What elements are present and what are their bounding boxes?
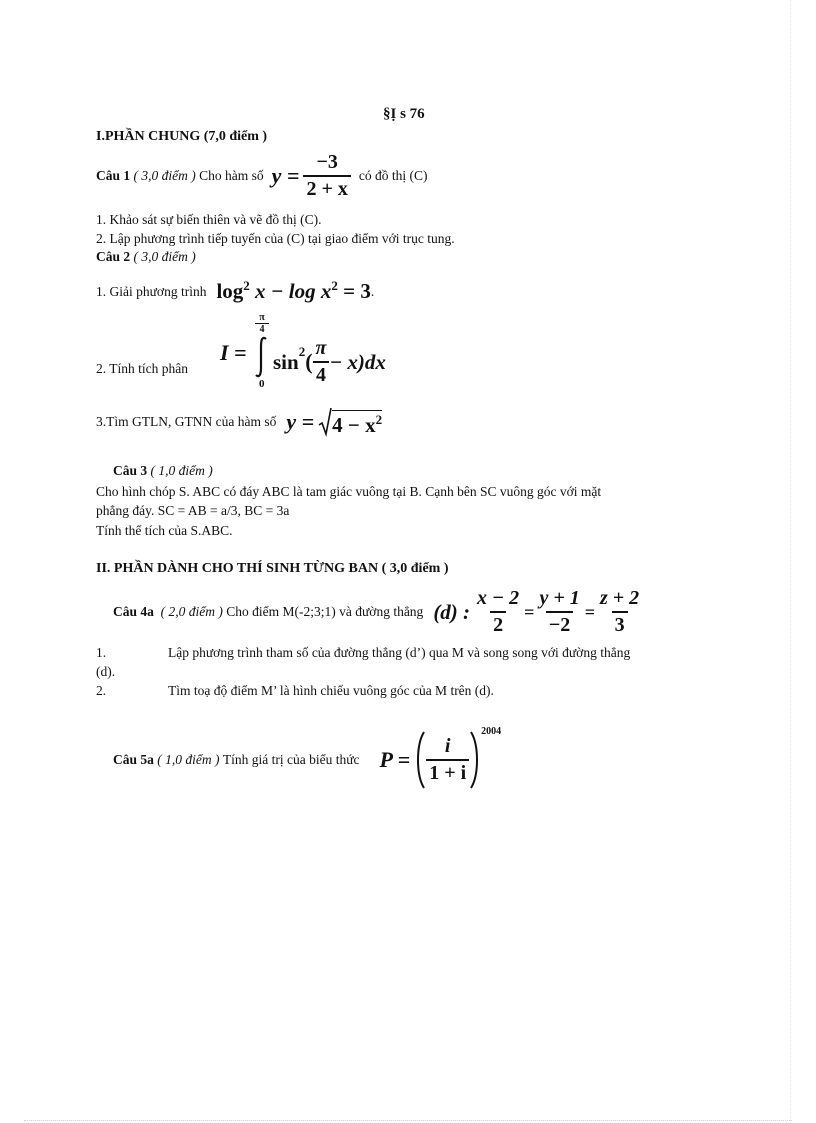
question-5a [113, 728, 501, 792]
line-fraction-2-den: −2 [546, 611, 573, 637]
question-1 [96, 150, 427, 202]
question-4a-item-1-number: 1. [96, 645, 107, 660]
question-4a-item-2-number: 2. [96, 683, 107, 698]
page-edge-bottom [24, 1120, 792, 1121]
question-5a-label: Câu 5a [113, 752, 154, 767]
line-fraction-1 [474, 587, 522, 637]
integral-lower-limit: 0 [259, 378, 265, 390]
radicand-sup: 2 [375, 411, 383, 427]
line-fraction-1-num: x − 2 [477, 587, 520, 609]
question-2 [96, 249, 196, 265]
sqrt-icon [318, 407, 332, 437]
line-fraction-2-num: y + 1 [539, 587, 580, 609]
integrand-fraction-num: π [315, 337, 327, 359]
line-eq-2: = [584, 601, 595, 622]
power-lhs: P = [379, 747, 411, 772]
question-1-text: Cho hàm số [199, 168, 264, 183]
left-paren-icon [414, 730, 426, 790]
log-word: log [216, 279, 244, 303]
line-d-label: (d) : [433, 599, 471, 624]
line-fraction-3-den: 3 [612, 611, 628, 637]
question-4a [113, 584, 642, 640]
question-2-item-1-text: 1. Giải phương trình [96, 284, 207, 299]
question-2-item-1 [96, 274, 374, 304]
question-5a-points: ( 1,0 điểm ) [157, 752, 220, 767]
part2-heading: II. PHẦN DÀNH CHO THÍ SINH TỪNG BAN ( 3,0 điểm ) [96, 561, 449, 576]
question-1-text-after: có đồ thị (C) [358, 168, 428, 183]
question-2-points: ( 3,0 điểm ) [133, 249, 196, 264]
integral-lhs: I = [220, 340, 247, 365]
question-3-line-1: Cho hình chóp S. ABC có đáy ABC là tam giác vuông tại B. Cạnh bên SC vuông góc với mặt [96, 484, 602, 499]
question-4a-label: Câu 4a [113, 604, 154, 619]
log-equation [216, 278, 370, 304]
question-3-points: ( 1,0 điểm ) [150, 463, 213, 478]
integrand [273, 336, 386, 388]
integral-sign-icon [253, 336, 271, 378]
question-1-item-1: 1. Khảo sát sự biến thiên và vẽ đồ thị (C). [96, 212, 322, 227]
integrand-sup: 2 [298, 344, 306, 359]
log-sup-2: 2 [331, 278, 338, 293]
question-3-line-3: Tính thể tích của S.ABC. [96, 523, 233, 538]
power-exponent: 2004 [481, 726, 502, 737]
question-4a-text: Cho điểm M(-2;3;1) và đường thẳng [226, 604, 424, 619]
question-4a-item-1-text: Lập phương trình tham số của đường thẳng (d’) qua M và song song với đường thẳng [168, 645, 631, 660]
question-1-points: ( 3,0 điểm ) [133, 168, 196, 183]
power-fraction-num: i [444, 735, 451, 757]
question-1-item-2: 2. Lập phương trình tiếp tuyến của (C) tại giao điểm với trục tung. [96, 231, 455, 246]
log-dot: . [370, 284, 375, 299]
integrand-rest: − x)dx [329, 349, 386, 374]
integral-upper-limit [255, 312, 269, 335]
question-1-fraction-den: 2 + x [303, 175, 350, 201]
line-fraction-2 [536, 587, 582, 637]
upper-limit-den: 4 [255, 323, 269, 335]
question-5a-text: Tính giá trị của biểu thức [222, 752, 360, 767]
question-1-fraction [303, 151, 350, 201]
question-1-fraction-num: −3 [316, 151, 338, 173]
log-rest: x − log x [249, 279, 332, 303]
question-4a-item-2-text: Tìm toạ độ điểm M’ là hình chiếu vuông góc của M trên (d). [168, 683, 494, 698]
question-2-item-3 [96, 404, 382, 440]
integrand-fraction-den: 4 [313, 361, 329, 387]
question-3-line-2: phẳng đáy. SC = AB = a/3, BC = 3a [96, 503, 290, 518]
power-fraction [426, 735, 469, 785]
question-2-label: Câu 2 [96, 249, 131, 264]
page-edge-vertical [790, 0, 791, 1123]
sqrt-lhs: y = [286, 409, 315, 434]
right-paren-icon [469, 730, 481, 790]
question-1-formula-lhs: y = [271, 163, 300, 188]
question-4a-points: ( 2,0 điểm ) [160, 604, 223, 619]
power-fraction-den: 1 + i [426, 759, 469, 785]
log-eq: = 3 [337, 279, 371, 303]
part1-heading: I.PHẦN CHUNG (7,0 điểm ) [96, 129, 268, 144]
page-title: §Ị s 76 [383, 106, 425, 122]
integrand-sin: sin [273, 349, 299, 374]
sqrt-radicand [332, 410, 382, 438]
line-fraction-3-num: z + 2 [599, 587, 640, 609]
question-2-item-2-text: 2. Tính tích phân [96, 361, 188, 376]
question-3-label: Câu 3 [113, 463, 148, 478]
question-3 [113, 463, 213, 479]
question-4a-item-1-cont: (d). [96, 664, 116, 679]
upper-limit-num: π [259, 312, 265, 323]
integrand-fraction [313, 337, 330, 387]
radicand-text: 4 − x [332, 412, 376, 437]
question-1-label: Câu 1 [96, 168, 131, 183]
integrand-open-paren: ( [305, 349, 313, 374]
line-eq-1: = [524, 601, 535, 622]
log-sup: 2 [243, 278, 250, 293]
line-fraction-1-den: 2 [490, 611, 506, 637]
line-fraction-3 [597, 587, 642, 637]
question-2-item-3-text: 3.Tìm GTLN, GTNN của hàm số [96, 414, 277, 429]
